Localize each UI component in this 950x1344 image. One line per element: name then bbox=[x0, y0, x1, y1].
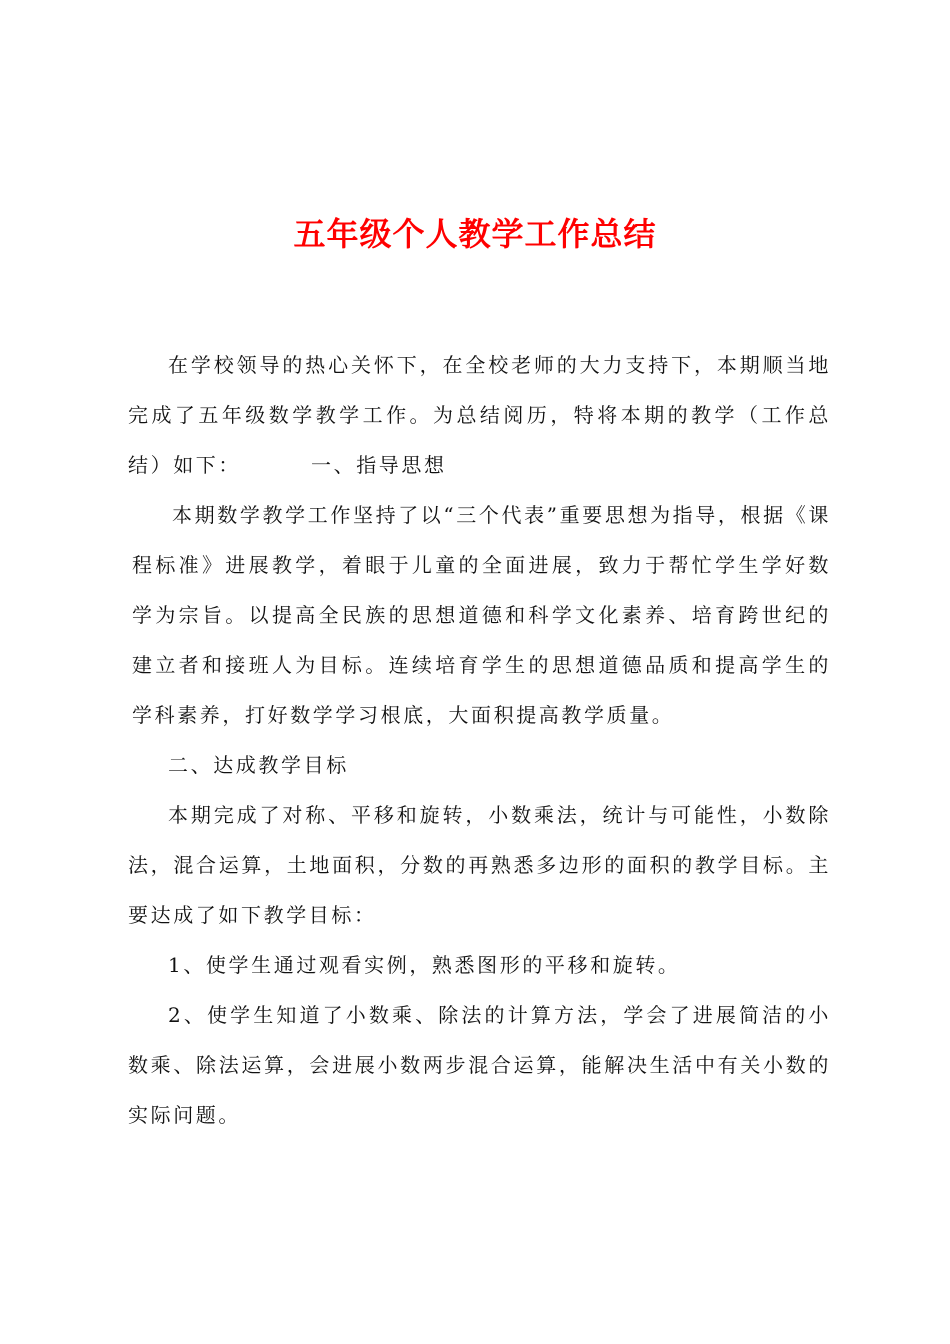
section1-heading: 一、指导思想 bbox=[311, 453, 447, 477]
section1-paragraph: 本期数学教学工作坚持了以“三个代表”重要思想为指导，根据《课程标准》进展教学，着眼于儿童的全面进展，致力于帮忙学生学好数学为宗旨。以提高全民族的思想道德和科学文化素养、培育跨世纪的建立者和接班人为目标。连续培育学生的思想道德品质和提高学生的学科素养，打好数学学习根底，大面积提高教学质量。 bbox=[132, 503, 831, 727]
document-title: 五年级个人教学工作总结 bbox=[293, 215, 657, 253]
intro-text: 在学校领导的热心关怀下，在全校老师的大力支持下，本期顺当地完成了五年级数学教学工作。为总结阅历，特将本期的教学（工作总结）如下： bbox=[128, 353, 831, 477]
list-item-2: 2、使学生知道了小数乘、除法的计算方法，学会了进展简洁的小数乘、除法运算，会进展小数两步混合运算，能解决生活中有关小数的实际问题。 bbox=[128, 1003, 831, 1127]
list-item-1: 1、使学生通过观看实例，熟悉图形的平移和旋转。 bbox=[168, 953, 681, 977]
section2-heading: 二、达成教学目标 bbox=[168, 753, 349, 777]
section2-paragraph: 本期完成了对称、平移和旋转，小数乘法，统计与可能性，小数除法，混合运算，土地面积，分数的再熟悉多边形的面积的教学目标。主要达成了如下教学目标： bbox=[128, 803, 831, 927]
intro-paragraph bbox=[128, 340, 831, 490]
document-body bbox=[128, 340, 831, 1140]
